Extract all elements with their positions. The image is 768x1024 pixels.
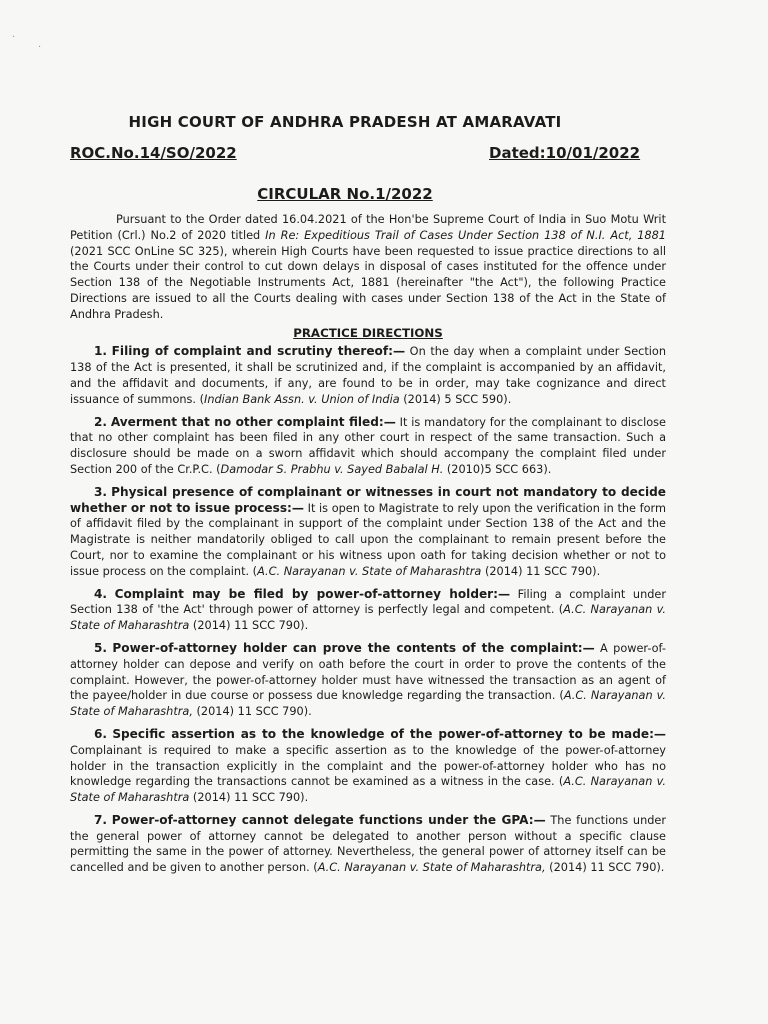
direction-heading: Specific assertion as to the knowledge of the power-of-attorney to be made:— <box>112 726 666 741</box>
court-name: HIGH COURT OF ANDHRA PRADESH AT AMARAVATI <box>128 113 562 131</box>
direction-heading: Averment that no other complaint filed:— <box>110 414 396 429</box>
intro-text: (2021 SCC OnLine SC 325), wherein High Courts have been requested to issue practice directions to all the Courts under their control to cut down delays in disposal of cases instituted for the offence under Section 138 of the Negotiable Instruments Act, 1881 (hereinafter "the Act"), the following Practice Directions are issued to all the Courts dealing with cases under Section 138 of the Act in the State of Andhra Pradesh. <box>70 244 666 321</box>
direction-text: It is open to Magistrate to rely upon the verification in the form of affidavit filed by the complainant in support of the complaint under Section 138 of the Act and the Magistrate is neither mandatorily obliged to call upon the complainant to remain present before the Court, nor to examine the complainant or his witness upon oath for taking decision whether or not to issue process on the complaint. ( <box>70 501 666 578</box>
direction-text: The functions under the general power of attorney cannot be delegated to another person without a specific clause permitting the same in the power of attorney. Nevertheless, the general power of attorney itself can be cancelled and be given to another person. ( <box>70 813 667 875</box>
direction-2 <box>70 415 666 478</box>
direction-heading: Physical presence of complainant or witnesses in court not mandatory to decide whether or not to issue process:— <box>70 484 667 515</box>
direction-text: On the day when a complaint under Section 138 of the Act is presented, it shall be scrutinized and, if the complaint is accompanied by an affidavit, and the affidavit and documents, if any, are found to be in order, may take cognizance and direct issuance of summons. ( <box>70 345 666 406</box>
direction-3 <box>70 485 666 580</box>
direction-number: 2. <box>94 414 108 429</box>
direction-number: 1. <box>94 344 108 359</box>
direction-4 <box>70 587 666 634</box>
direction-6 <box>70 727 666 806</box>
intro-paragraph <box>70 212 666 323</box>
direction-heading: Power-of-attorney cannot delegate functions under the GPA:— <box>111 812 546 827</box>
direction-heading: Filing of complaint and scrutiny thereof:— <box>111 344 406 359</box>
direction-number: 7. <box>94 812 108 827</box>
case-citation: A.C. Narayanan v. State of Maharashtra <box>257 564 482 578</box>
case-citation: A.C. Narayanan v. State of Maharashtra, <box>70 689 666 719</box>
citation-tail: (2014) 11 SCC 790). <box>192 705 312 719</box>
case-citation: Damodar S. Prabhu v. Sayed Babalal H. <box>220 462 444 476</box>
citation-tail: (2014) 11 SCC 790). <box>545 861 665 875</box>
direction-7 <box>70 813 666 876</box>
intro-text: Pursuant to the Order dated 16.04.2021 of the Hon'be Supreme Court of India in Suo Motu Writ Petition (Crl.) No.2 of 2020 titled <box>70 213 666 242</box>
direction-text: Complainant is required to make a specific assertion as to the knowledge of the power-of-attorney holder in the transaction explicitly in the complaint and the power-of-attorney holder who has no knowledge regarding the transactions cannot be examined as a witness in the case. ( <box>70 743 666 789</box>
direction-text: It is mandatory for the complainant to disclose that no other complaint has been filed in any other court in respect of the same transaction. Such a disclosure should be made on a sworn affidavit which should accompany the complaint filed under Section 200 of the Cr.P.C. ( <box>70 415 666 476</box>
scan-speck: · <box>12 32 16 43</box>
roc-number: ROC.No.14/SO/2022 <box>70 144 237 162</box>
case-title: In Re: Expeditious Trail of Cases Under Section 138 of N.I. Act, 1881 <box>265 228 666 242</box>
direction-1 <box>70 344 666 407</box>
citation-tail: (2014) 11 SCC 790). <box>189 619 309 633</box>
circular-date: Dated:10/01/2022 <box>489 144 641 162</box>
direction-number: 6. <box>94 726 108 741</box>
citation-tail: (2014) 5 SCC 590). <box>399 392 512 406</box>
citation-tail: (2014) 11 SCC 790). <box>189 791 309 805</box>
circular-title: CIRCULAR No.1/2022 <box>257 185 433 203</box>
direction-text: A power-of-attorney holder can depose and verify on oath before the court in order to prove the contents of the complaint. However, the power-of-attorney holder must have witnessed the transaction as an agent of the payee/holder in due course or possess due knowledge regarding the transaction. ( <box>70 641 666 703</box>
direction-text: Filing a complaint under Section 138 of 'the Act' through power of attorney is perfectly legal and competent. ( <box>70 587 666 617</box>
scan-speck: · <box>38 42 42 53</box>
case-citation: A.C. Narayanan v. State of Maharashtra <box>70 603 666 633</box>
direction-number: 4. <box>94 586 108 601</box>
citation-tail: (2014) 11 SCC 790). <box>481 564 601 578</box>
case-citation: A.C. Narayanan v. State of Maharashtra, <box>317 861 546 875</box>
direction-5 <box>70 641 666 720</box>
direction-number: 3. <box>94 484 108 499</box>
direction-number: 5. <box>94 640 108 655</box>
direction-heading: Complaint may be filed by power-of-attorney holder:— <box>114 586 511 601</box>
case-citation: A.C. Narayanan v. State of Maharashtra <box>70 775 667 805</box>
circular-body <box>70 212 666 883</box>
case-citation: Indian Bank Assn. v. Union of India <box>204 392 400 406</box>
direction-heading: Power-of-attorney holder can prove the contents of the complaint:— <box>112 640 595 655</box>
citation-tail: (2010)5 SCC 663). <box>443 462 552 476</box>
practice-directions-heading: PRACTICE DIRECTIONS <box>293 325 443 340</box>
